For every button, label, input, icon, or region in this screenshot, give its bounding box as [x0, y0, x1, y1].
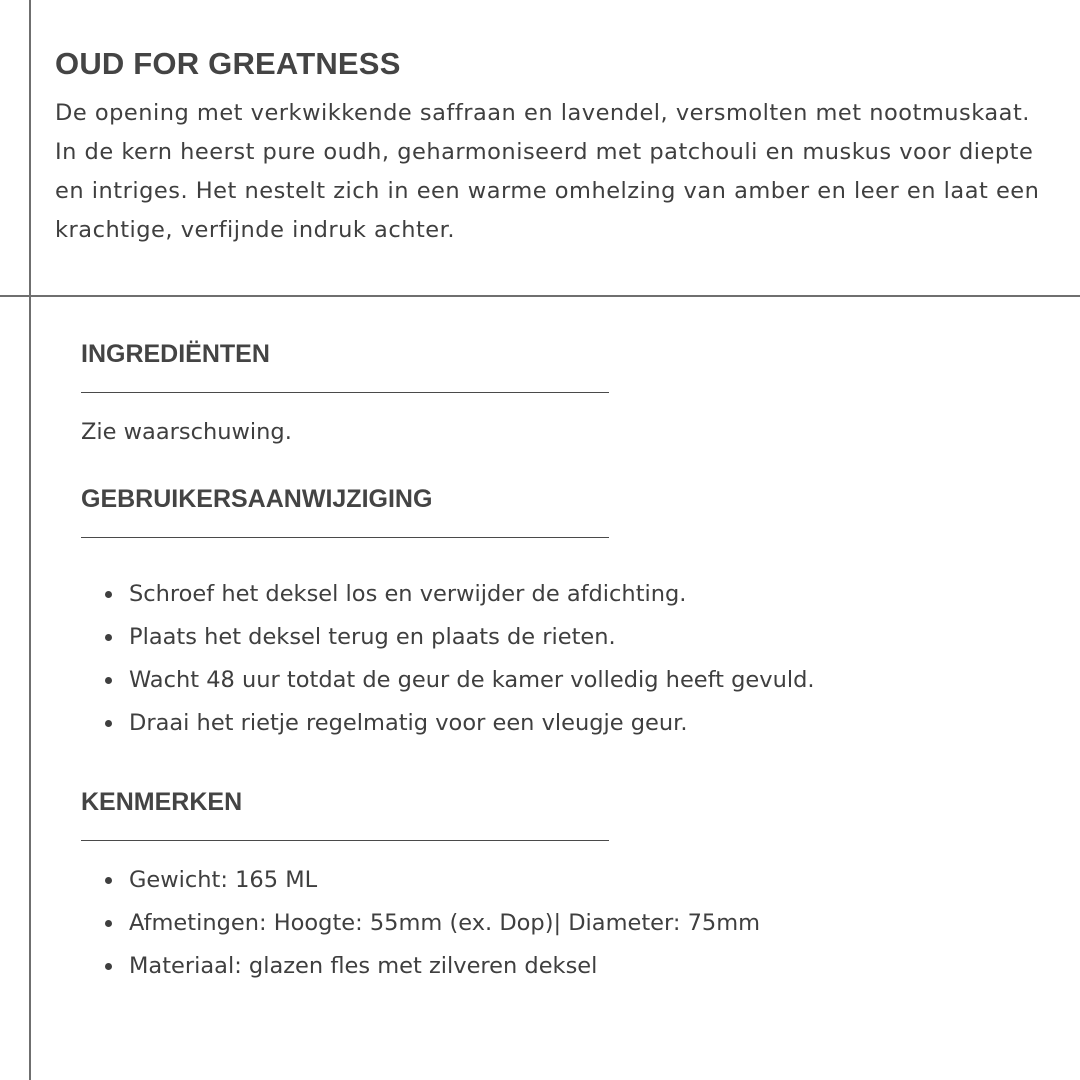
product-title: OUD FOR GREATNESS [55, 46, 401, 81]
features-heading: KENMERKEN [81, 788, 243, 816]
bullet-icon [105, 677, 112, 684]
list-item [81, 859, 1041, 902]
list-item-text: Wacht 48 uur totdat de geur de kamer volledig heeft gevuld. [129, 667, 815, 693]
list-item-text: Afmetingen: Hoogte: 55mm (ex. Dop)| Diameter: 75mm [129, 910, 761, 936]
list-item [81, 616, 1041, 659]
list-item [81, 702, 1041, 745]
bullet-icon [105, 920, 112, 927]
features-section [81, 778, 1041, 988]
list-item-text: Schroef het deksel los en verwijder de afdichting. [129, 581, 687, 607]
list-item [81, 945, 1041, 988]
product-description: De opening met verkwikkende saffraan en lavendel, versmolten met nootmuskaat. In de kern heerst pure oudh, geharmoniseerd met patchouli en muskus voor diepte en intriges. Het nestelt zich in een warme omhelzing van amber en leer en laat een krachtige, verfijnde indruk achter. [55, 100, 1040, 243]
list-item [81, 573, 1041, 616]
features-rule [81, 840, 609, 841]
usage-section [81, 475, 1041, 745]
product-intro [55, 44, 1055, 250]
usage-rule [81, 537, 609, 538]
vertical-divider [29, 0, 31, 1080]
list-item-text: Plaats het deksel terug en plaats de rieten. [129, 624, 616, 650]
usage-heading: GEBRUIKERSAANWIJZIGING [81, 485, 433, 513]
usage-list [81, 573, 1041, 745]
product-details [81, 330, 1041, 988]
ingredients-section [81, 330, 1041, 449]
bullet-icon [105, 963, 112, 970]
ingredients-heading: INGREDIËNTEN [81, 340, 270, 368]
bullet-icon [105, 634, 112, 641]
list-item-text: Materiaal: glazen fles met zilveren deksel [129, 953, 598, 979]
list-item [81, 902, 1041, 945]
list-item-text: Gewicht: 165 ML [129, 867, 318, 893]
list-item [81, 659, 1041, 702]
bullet-icon [105, 591, 112, 598]
bullet-icon [105, 877, 112, 884]
ingredients-text: Zie waarschuwing. [81, 419, 292, 445]
horizontal-divider [0, 295, 1080, 297]
features-list [81, 859, 1041, 988]
bullet-icon [105, 720, 112, 727]
ingredients-rule [81, 392, 609, 393]
list-item-text: Draai het rietje regelmatig voor een vleugje geur. [129, 710, 688, 736]
